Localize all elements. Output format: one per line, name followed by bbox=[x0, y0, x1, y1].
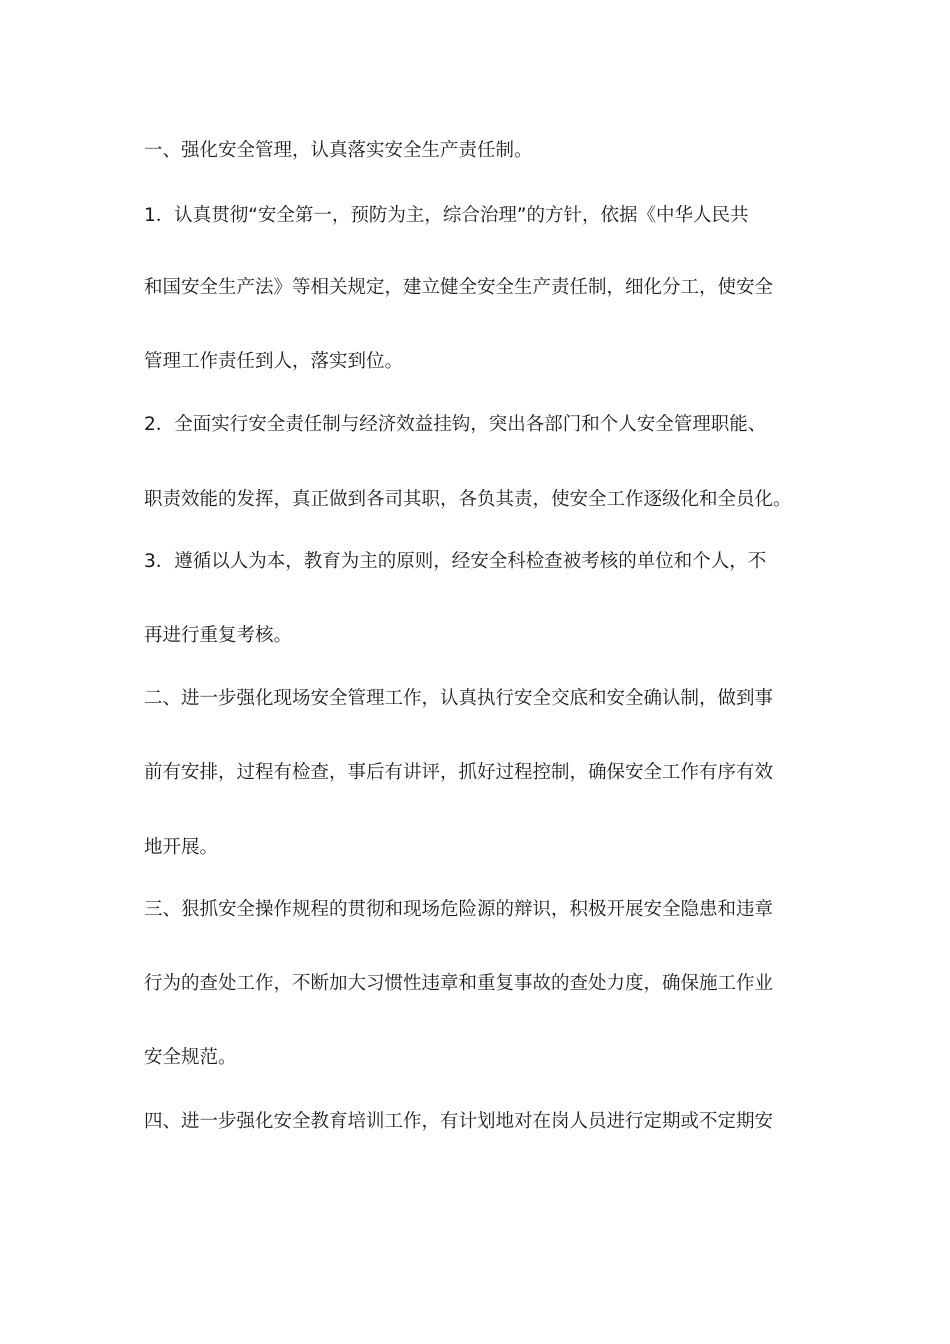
section-1-heading: 一、强化安全管理，认真落实安全生产责任制。 bbox=[144, 140, 533, 161]
section-4-line-1: 四、进一步强化安全教育培训工作，有计划地对在岗人员进行定期或不定期安 bbox=[144, 1111, 774, 1132]
section-2-line-2: 前有安排，过程有检查，事后有讲评，抓好过程控制，确保安全工作有序有效 bbox=[144, 762, 774, 783]
item-2-line-2: 职责效能的发挥，真正做到各司其职，各负其责，使安全工作逐级化和全员化。 bbox=[144, 489, 792, 510]
item-1-line-3: 管理工作责任到人，落实到位。 bbox=[144, 351, 404, 372]
item-3-line-1: 3．遵循以人为本，教育为主的原则，经安全科检查被考核的单位和个人，不 bbox=[144, 551, 767, 572]
item-1-line-2: 和国安全生产法》等相关规定，建立健全安全生产责任制，细化分工，使安全 bbox=[144, 277, 774, 298]
section-2-line-3: 地开展。 bbox=[144, 837, 219, 858]
item-2-line-1: 2．全面实行安全责任制与经济效益挂钩，突出各部门和个人安全管理职能、 bbox=[144, 414, 767, 435]
section-3-line-2: 行为的查处工作，不断加大习惯性违章和重复事故的查处力度，确保施工作业 bbox=[144, 973, 774, 994]
item-1-line-1: 1．认真贯彻“安全第一，预防为主，综合治理”的方针，依据《中华人民共 bbox=[144, 205, 749, 226]
section-3-line-3: 安全规范。 bbox=[144, 1047, 237, 1068]
section-2-line-1: 二、进一步强化现场安全管理工作，认真执行安全交底和安全确认制，做到事 bbox=[144, 688, 774, 709]
section-3-line-1: 三、狠抓安全操作规程的贯彻和现场危险源的辩识，积极开展安全隐患和违章 bbox=[144, 899, 774, 920]
item-3-line-2: 再进行重复考核。 bbox=[144, 625, 293, 646]
